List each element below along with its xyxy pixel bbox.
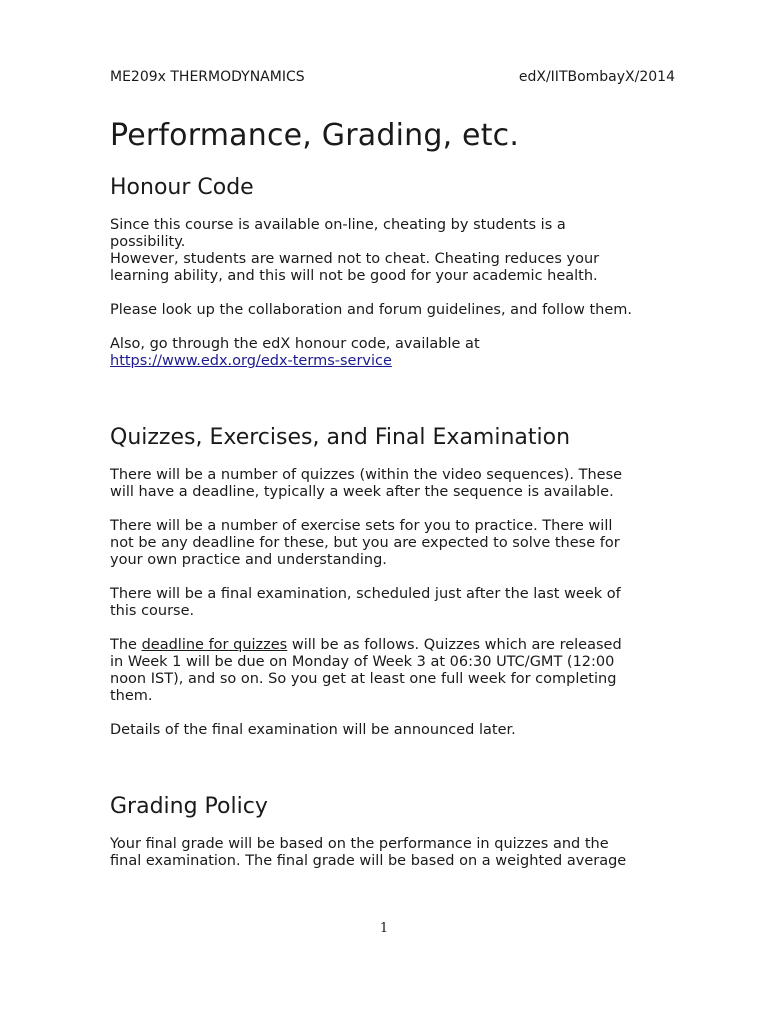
- honour-code-paragraph-1: Since this course is available on-line, cheating by students is a possibility. However, students are warned not to cheat. Cheating reduces your learning ability, and this will not be good for your academic health.: [110, 217, 600, 284]
- quizzes-paragraph-4: The deadline for quizzes will be as follows. Quizzes which are released in Week 1 will be due on Monday of Week 3 at 06:30 UTC/GMT (12:00 noon IST), and so on. So you get at least one full week for completing them.: [110, 637, 622, 704]
- header-source: edX/IITBombayX/2014: [518, 69, 675, 85]
- page-number: 1: [379, 921, 389, 936]
- heading-honour-code: Honour Code: [110, 175, 254, 200]
- honour-code-link[interactable]: https://www.edx.org/edx-terms-service: [110, 353, 392, 369]
- page-title: Performance, Grading, etc.: [110, 118, 520, 153]
- heading-quizzes: Quizzes, Exercises, and Final Examination: [110, 425, 571, 450]
- honour-code-paragraph-2: Please look up the collaboration and forum guidelines, and follow them.: [110, 302, 632, 318]
- heading-grading-policy: Grading Policy: [110, 794, 268, 819]
- header-course: ME209x THERMODYNAMICS: [110, 69, 305, 85]
- running-header: [110, 68, 675, 86]
- quizzes-paragraph-5: Details of the final examination will be announced later.: [110, 722, 516, 738]
- grading-paragraph-1: Your final grade will be based on the performance in quizzes and the final examination. The final grade will be based on a weighted average: [110, 836, 627, 869]
- deadline-for-quizzes-text: deadline for quizzes: [141, 637, 288, 653]
- quizzes-paragraph-1: There will be a number of quizzes (within the video sequences). These will have a deadline, typically a week after the sequence is available.: [110, 467, 623, 500]
- quizzes-paragraph-2: There will be a number of exercise sets for you to practice. There will not be any deadline for these, but you are expected to solve these for your own practice and understanding.: [110, 518, 620, 568]
- quizzes-paragraph-3: There will be a final examination, scheduled just after the last week of this course.: [110, 586, 621, 619]
- honour-code-paragraph-3: Also, go through the edX honour code, available at https://www.edx.org/edx-terms-service: [110, 336, 480, 369]
- document-page: [110, 68, 675, 870]
